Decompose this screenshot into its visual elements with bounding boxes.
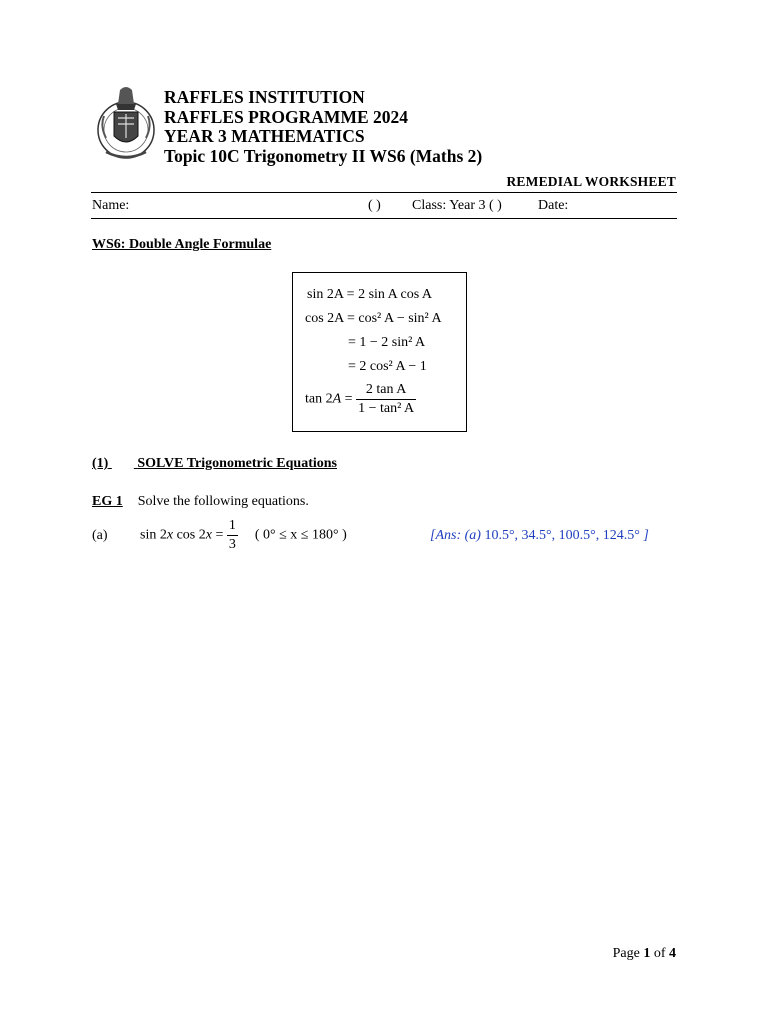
page-of: of	[653, 946, 666, 961]
equation-numerator: 1	[227, 517, 238, 536]
formula-box	[292, 272, 467, 432]
section-title: SOLVE Trigonometric Equations	[137, 456, 337, 471]
section-heading	[92, 456, 337, 472]
answer-prefix: [Ans: (a)	[430, 528, 481, 543]
formula-cos2a-3: = 2 cos² A − 1	[348, 359, 427, 374]
page-number	[613, 946, 676, 962]
tan2a-denominator: 1 − tan² A	[358, 401, 415, 416]
example-heading	[92, 494, 309, 510]
page-current: 1	[643, 946, 651, 961]
name-label: Name:	[92, 198, 130, 213]
tan2a-fraction	[356, 381, 416, 418]
worksheet-type: REMEDIAL WORKSHEET	[506, 174, 676, 189]
formula-tan2a	[305, 381, 416, 418]
formula-cos2a-2: = 1 − 2 sin² A	[348, 335, 426, 350]
subject-name: YEAR 3 MATHEMATICS	[164, 126, 365, 146]
school-name: RAFFLES INSTITUTION	[164, 87, 365, 107]
equation-range: ( 0° ≤ x ≤ 180° )	[254, 527, 347, 543]
answer-line	[430, 528, 649, 544]
programme-name: RAFFLES PROGRAMME 2024	[164, 106, 409, 127]
section-number: (1)	[92, 456, 109, 471]
equation-fraction	[227, 517, 238, 554]
formula-cos2a-1: cos 2A = cos² A − sin² A	[305, 311, 442, 326]
index-number-field: ( )	[368, 198, 381, 213]
tan2a-lhs: tan 2A =	[305, 391, 357, 407]
divider-bottom	[91, 218, 677, 219]
school-crest-logo	[94, 82, 158, 164]
answer-values: 10.5°, 34.5°, 100.5°, 124.5°	[484, 528, 640, 543]
page-prefix: Page	[612, 946, 640, 961]
topic-title: Topic 10C Trigonometry II WS6 (Maths 2)	[164, 145, 483, 166]
example-instruction: Solve the following equations.	[137, 494, 309, 509]
answer-suffix: ]	[643, 528, 649, 543]
formula-sin2a: sin 2A = 2 sin A cos A	[307, 287, 432, 302]
part-a-label: (a)	[92, 528, 108, 543]
worksheet-title: WS6: Double Angle Formulae	[92, 237, 272, 252]
date-label: Date:	[538, 198, 569, 213]
equation-lhs: sin 2x cos 2x =	[140, 527, 227, 543]
part-a-equation	[140, 517, 347, 554]
class-label: Class: Year 3 ( )	[412, 198, 502, 213]
divider-top	[91, 192, 677, 193]
page-total: 4	[669, 946, 676, 961]
example-label: EG 1	[92, 494, 123, 509]
header-block	[164, 88, 482, 166]
equation-denominator: 3	[228, 537, 236, 552]
tan2a-numerator: 2 tan A	[356, 381, 416, 400]
